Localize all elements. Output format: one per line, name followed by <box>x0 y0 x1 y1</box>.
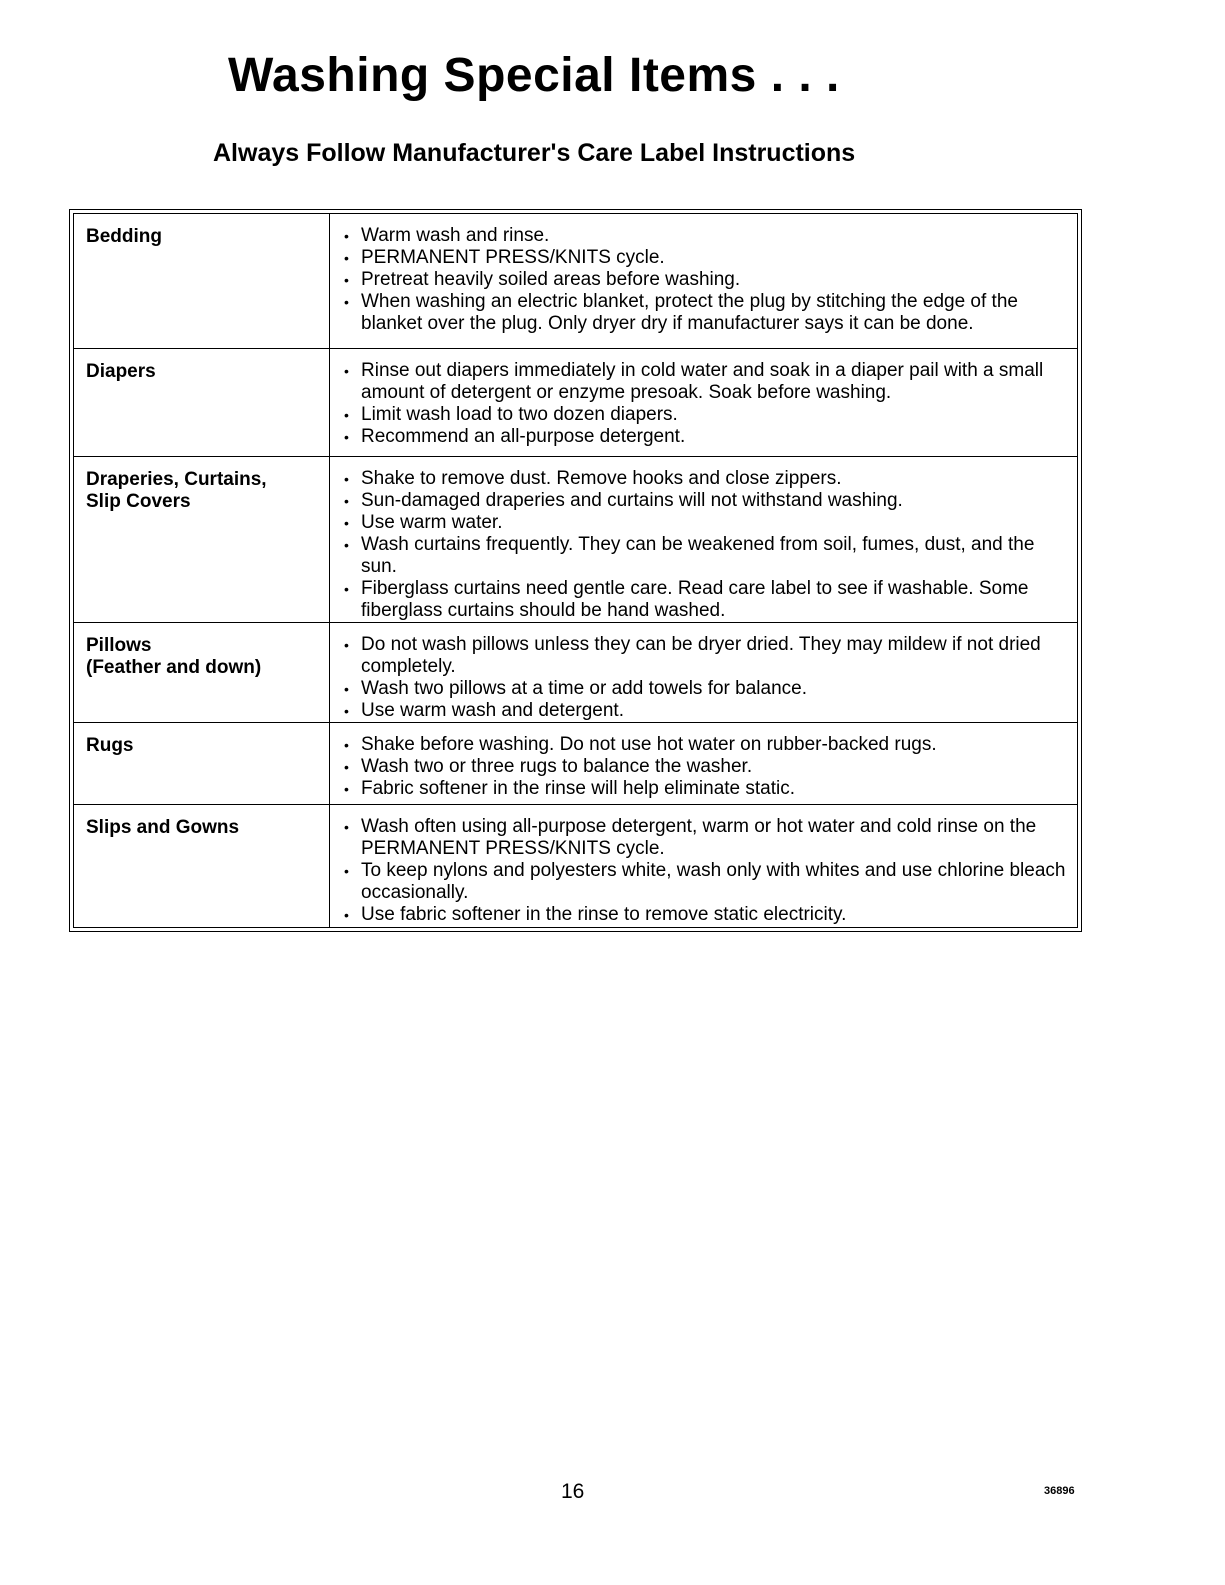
instruction-list <box>344 225 1069 335</box>
instruction-list <box>344 634 1069 722</box>
instruction-item: • Wash two or three rugs to balance the washer. <box>344 756 1069 778</box>
table-row <box>74 805 1078 928</box>
instruction-item: • Do not wash pillows unless they can be dryer dried. They may mildew if not dried completely. <box>344 634 1069 678</box>
instruction-list <box>344 360 1069 448</box>
item-cell-bedding <box>74 214 330 349</box>
instruction-item: • Sun-damaged draperies and curtains will not withstand washing. <box>344 490 1069 512</box>
item-cell-diapers <box>74 349 330 457</box>
instructions-cell-bedding <box>330 214 1078 349</box>
page-number: 16 <box>561 1480 585 1503</box>
instructions-cell-pillows <box>330 623 1078 723</box>
item-cell-rugs <box>74 723 330 805</box>
instruction-item: • Recommend an all-purpose detergent. <box>344 426 1069 448</box>
table-row <box>74 214 1078 349</box>
instruction-item: • PERMANENT PRESS/KNITS cycle. <box>344 247 1069 269</box>
care-table-frame <box>69 209 1082 932</box>
item-label: Slip Covers <box>86 491 191 512</box>
instruction-item: • Wash two pillows at a time or add towels for balance. <box>344 678 1069 700</box>
table-row <box>74 623 1078 723</box>
item-label: Rugs <box>86 735 134 756</box>
table-row <box>74 349 1078 457</box>
instruction-item: • Shake before washing. Do not use hot water on rubber-backed rugs. <box>344 734 1069 756</box>
instruction-list <box>344 468 1069 622</box>
item-label: Slips and Gowns <box>86 817 240 838</box>
item-label: (Feather and down) <box>86 657 262 678</box>
instruction-item: • Rinse out diapers immediately in cold water and soak in a diaper pail with a small amount of detergent or enzyme presoak. Soak before washing. <box>344 360 1069 404</box>
item-cell-slips-gowns <box>74 805 330 928</box>
instruction-item: • When washing an electric blanket, protect the plug by stitching the edge of the blanket over the plug. Only dryer dry if manufacturer says it can be done. <box>344 291 1069 335</box>
item-label: Draperies, Curtains, <box>86 469 267 490</box>
instructions-cell-diapers <box>330 349 1078 457</box>
document-code: 36896 <box>1044 1485 1075 1497</box>
instruction-item: • Wash often using all-purpose detergent, warm or hot water and cold rinse on the PERMANENT PRESS/KNITS cycle. <box>344 816 1069 860</box>
instructions-cell-slips-gowns <box>330 805 1078 928</box>
instruction-item: • Shake to remove dust. Remove hooks and close zippers. <box>344 468 1069 490</box>
item-cell-pillows <box>74 623 330 723</box>
instruction-item: • Pretreat heavily soiled areas before washing. <box>344 269 1069 291</box>
instruction-item: • Fabric softener in the rinse will help eliminate static. <box>344 778 1069 800</box>
instruction-item: • Use fabric softener in the rinse to remove static electricity. <box>344 904 1069 926</box>
item-label: Bedding <box>86 226 162 247</box>
instructions-cell-rugs <box>330 723 1078 805</box>
instruction-item: • Wash curtains frequently. They can be weakened from soil, fumes, dust, and the sun. <box>344 534 1069 578</box>
table-row <box>74 723 1078 805</box>
instruction-item: • Fiberglass curtains need gentle care. Read care label to see if washable. Some fiberglass curtains should be hand washed. <box>344 578 1069 622</box>
instruction-item: • To keep nylons and polyesters white, wash only with whites and use chlorine bleach occasionally. <box>344 860 1069 904</box>
table-row <box>74 457 1078 623</box>
instruction-item: • Warm wash and rinse. <box>344 225 1069 247</box>
item-cell-draperies <box>74 457 330 623</box>
instruction-list <box>344 734 1069 800</box>
instruction-item: • Use warm water. <box>344 512 1069 534</box>
page-title: Washing Special Items . . . <box>228 49 840 102</box>
page-subtitle: Always Follow Manufacturer's Care Label Instructions <box>213 139 856 167</box>
instruction-item: • Limit wash load to two dozen diapers. <box>344 404 1069 426</box>
item-label: Pillows <box>86 635 152 656</box>
instructions-cell-draperies <box>330 457 1078 623</box>
instruction-list <box>344 816 1069 926</box>
care-table <box>73 213 1078 928</box>
item-label: Diapers <box>86 361 156 382</box>
instruction-item: • Use warm wash and detergent. <box>344 700 1069 722</box>
